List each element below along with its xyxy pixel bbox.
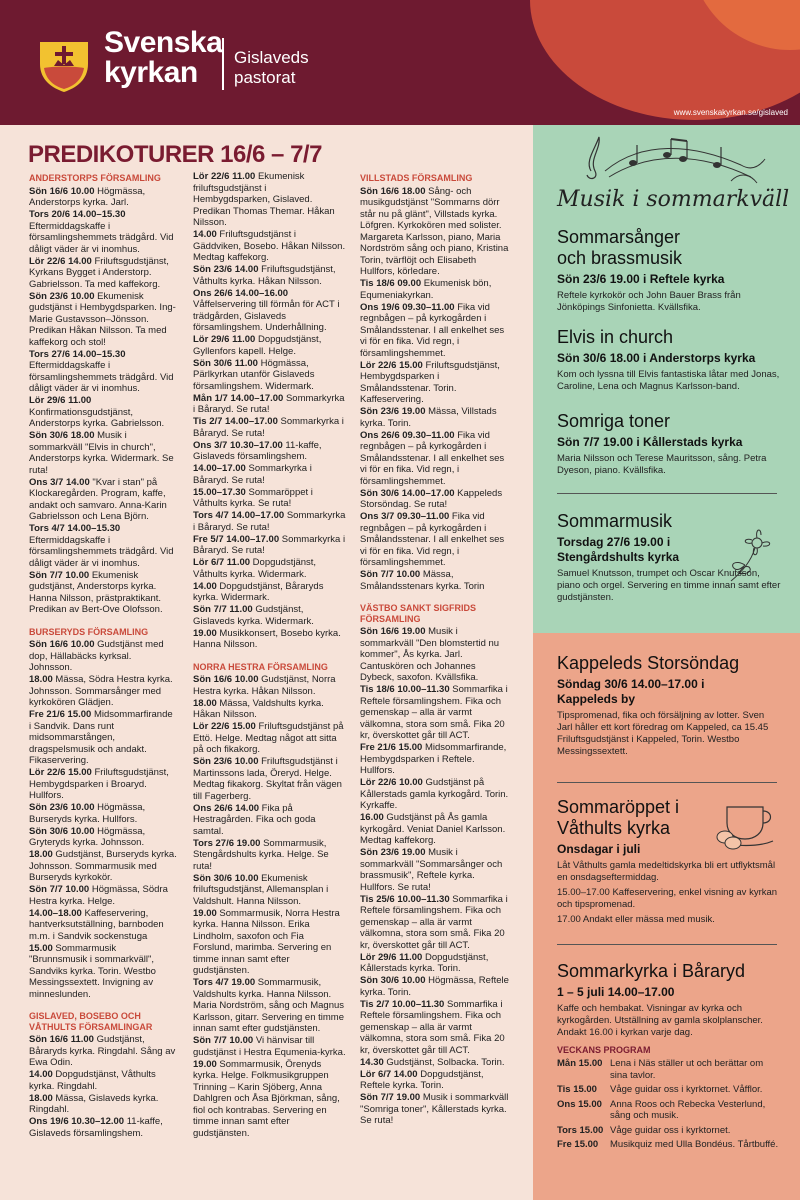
entry-text: Sommarfika i Reftele församlingshem. Fika och gemenskap – alla är varmt välkomna, stora som små. Fika 20 kr, överskottet går till ACT. [360, 893, 508, 951]
event-description: Samuel Knutsson, trumpet och Oscar Knutsson, piano och orgel. Servering en timme innan samt efter gudstjänsten. [557, 568, 781, 603]
entry-time: Sön 16/6 10.00 [193, 674, 259, 685]
program-text: Musikquiz med Ulla Bondéus. Tårtbuffé. [610, 1139, 779, 1150]
schedule-entry [360, 684, 512, 742]
schedule-column [193, 171, 346, 1140]
entry-time: Ons 3/7 09.30–11.00 [360, 511, 450, 522]
entry-text: Mässa, Södra Hestra kyrka. Johnsson. Sommarsånger med kyrkokören Glädjen. [29, 674, 173, 708]
entry-time: Sön 16/6 11.00 [29, 1034, 94, 1045]
divider [557, 782, 777, 783]
entry-time: Tors 4/7 14.00–17.00 [193, 510, 285, 521]
entry-time: Sön 30/6 10.00 [193, 872, 259, 884]
entry-text: Musik i sommarkväll "Den blomstertid nu kommer", Ås kyrka. Jarl. Cantuskören och Johannes Dybeck, saxofon. Kvällsfika. [360, 626, 500, 683]
entry-text: Mässa, Valdshults kyrka. Håkan Nilsson. [193, 697, 324, 720]
entry-text: Gudstjänst, Burseryds kyrka. Johnsson. Sommarmusik med Burseryds kyrkokör. [29, 849, 177, 883]
schedule-entry [29, 826, 177, 849]
event-time: Onsdagar i juli [557, 842, 641, 856]
entry-time: Sön 30/6 10.00 [360, 975, 426, 986]
entry-time: Tors 27/6 19.00 [193, 837, 261, 849]
entry-time: Sön 30/6 14.00–17.00 [360, 487, 455, 499]
entry-text: Sommarkyrka i Båraryd. Se ruta! [193, 392, 345, 415]
schedule-entry [193, 721, 346, 756]
schedule-entry [193, 838, 346, 873]
entry-time: Fre 21/6 15.00 [29, 709, 92, 720]
entry-time: 14.00 [193, 580, 217, 592]
event-box [557, 797, 781, 926]
schedule-entry [193, 674, 346, 697]
entry-time: Lör 22/6 10.00 [360, 777, 423, 788]
music-panel-title: Musik i sommarkväll [557, 187, 790, 212]
schedule-entry [29, 430, 177, 476]
schedule-entry [29, 256, 177, 291]
entry-time: 18.00 [29, 849, 53, 860]
entry-text: Dopgudstjänst, Våthults kyrka. Ringdahl. [29, 1069, 156, 1092]
entry-time: Lör 22/6 15.00 [193, 721, 256, 732]
entry-time: Sön 30/6 10.00 [29, 825, 95, 837]
schedule-entry [29, 674, 177, 709]
entry-time: 18.00 [29, 1092, 53, 1104]
entry-time: Sön 16/6 10.00 [29, 185, 95, 197]
entry-text: Sommarkyrka i Båraryd. Se ruta! [193, 533, 346, 556]
schedule-entry [29, 395, 177, 430]
event-title: Sommarsånger och brassmusik [557, 227, 683, 268]
entry-text: Högmässa, Burserydѕ kyrka. Hullfors. [29, 802, 146, 825]
entry-time: Ons 26/6 09.30–11.00 [360, 429, 455, 441]
entry-time: Lör 29/6 11.00 [360, 951, 423, 963]
program-time: Mån 15.00 [557, 1058, 603, 1069]
schedule-entry [360, 812, 512, 847]
brand-line: Svenska [104, 26, 223, 59]
entry-text: Musikkonsert, Bosebo kyrka. Hanna Nilsson. [193, 627, 341, 650]
event-time: Torsdag 27/6 19.00 i Stengårdshults kyrka [557, 535, 680, 564]
entry-time: Sön 16/6 19.00 [360, 626, 426, 637]
schedule-entry [360, 186, 512, 278]
event-title: Sommarmusik [557, 511, 673, 531]
entry-time: 18.00 [29, 674, 53, 685]
entry-time: Fre 21/6 15.00 [360, 742, 423, 753]
schedule-entry [29, 209, 177, 255]
schedule-entry [193, 171, 346, 229]
entry-text: Gudstjänst med dop, Hällabäcks kyrksal. Johnsson. [29, 639, 164, 673]
schedule-entry [193, 334, 346, 357]
entry-time: Tis 18/6 09.00 [360, 278, 422, 289]
entry-text: Sommarmusik, Valdshults kyrka. Hanna Nilsson. Maria Nordström, sång och Magnus Karlsson, gitarr. Servering en timme innan samt efter gudstjänsten. [193, 977, 345, 1034]
parish-heading: BURSERYDS FÖRSAMLING [29, 626, 149, 637]
event-box [557, 227, 781, 314]
event-time: Söndag 30/6 14.00–17.00 i Kappeleds by [557, 677, 705, 706]
event-title: Sommarkyrka i Båraryd [557, 961, 746, 981]
entry-time: Ons 3/7 14.00 [29, 476, 90, 488]
entry-text: Sång- och musikgudstjänst "Sommarns dörr står nu på glänt", Villstads kyrka. Löfgren. Kyrkokören med solister. Margareta Karlsson, piano, Maria Nordström sång och piano, Kristina Torin, tvärflöjt och Elisabeth Hullfors, körledare. [360, 185, 509, 277]
program-time: Tors 15.00 [557, 1124, 604, 1136]
entry-text: Högmässa, Södra Hestra kyrka. Helge. [29, 884, 168, 907]
entry-text: Ekumenisk bön, Equmeniakyrkan. [360, 278, 492, 301]
page-title: PREDIKOTURER 16/6 – 7/7 [28, 141, 322, 168]
entry-time: 18.00 [193, 697, 217, 709]
entry-time: Tis 2/7 10.00–11.30 [360, 998, 445, 1010]
entry-text: Ekumenisk friluftsgudstjänst, Allemansplan i Valdshult. Hanna Nilsson. [193, 872, 329, 907]
parish-heading: GISLAVED, BOSEBO OCH VÅTHULTS FÖRSAMLINGAR [29, 1011, 153, 1032]
entry-time: Sön 16/6 10.00 [29, 639, 95, 650]
program-time: Fre 15.00 [557, 1139, 599, 1150]
entry-text: Dopgudstjänst, Kållerstads kyrka. Torin. [360, 951, 489, 974]
schedule-entry [193, 1035, 346, 1058]
entry-text: Högmässa, Reftele kyrka. Torin. [360, 975, 509, 998]
entry-time: 16.00 [360, 812, 384, 823]
entry-time: Sön 7/7 10.00 [360, 569, 421, 580]
entry-text: Sommarmusik, Örenyds kyrka. Helge. Folkmusikgruppen Trinning – Karin Sjöberg, Anna Dahlgren och Åsa Björkman, sång, fiol och kontrabas. Servering en timme innan samt efter gudstjänsten. [193, 1058, 340, 1139]
entry-time: Tis 25/6 10.00–11.30 [360, 893, 450, 905]
event-description: Låt Våthults gamla medeltidskyrka bli ert utflyktsmål en onsdagseftermiddag. [557, 860, 776, 883]
entry-text: Fika vid regnbågen – på kyrkogården i Smålandsstenar. I all enkelhet ses vi för en fika. Vid regn, i församlingshemmet. [360, 511, 505, 568]
event-box [557, 327, 781, 393]
entry-text: Fika vid regnbågen – på kyrkogården i Smålandsstenar. I all enkelhet ses vi för en fika. Vid regn, i församlingshemmet. [360, 301, 505, 359]
entry-text: Ekumenisk gudstjänst, Anderstorps kyrka. Hanna Nilsson, prästpraktikant. Predikan av Bert-Ove Olofsson. [29, 569, 163, 615]
event-description: Kom och lyssna till Elvis fantastiska låtar med Jonas, Caroline, Lena och Magnus Karlsson-band. [557, 369, 780, 392]
entry-time: Lör 22/6 11.00 [193, 171, 256, 182]
entry-text: Fika på Hestragården. Fika och goda samtal. [193, 802, 316, 837]
schedule-entry [360, 742, 512, 777]
event-title: Kappeleds Storsöndag [557, 653, 740, 673]
entry-time: Tors 4/7 19.00 [193, 977, 256, 988]
divider [557, 493, 777, 494]
parish-heading: ANDERSTORPS FÖRSAMLING [29, 173, 161, 183]
entry-time: 19.00 [193, 1058, 217, 1070]
entry-text: Kappeleds Storsöndag. Se ruta! [360, 487, 503, 510]
entry-time: Sön 23/6 10.00 [29, 290, 95, 302]
entry-text: Mässa, Villstads kyrka. Torin. [360, 406, 497, 429]
brand-line: kyrkan [104, 56, 198, 89]
schedule-entry [360, 360, 512, 406]
entry-text: Högmässa, Gryteryds kyrka. Johnsson. [29, 825, 146, 848]
schedule-entry [29, 523, 177, 569]
entry-text: Högmässa, Pärlkyrkan utanför Gislaveds församlingshem. Widermark. [193, 357, 315, 392]
entry-text: Konfirmationsgudstjänst, Anderstorps kyrka. Gabrielsson. [29, 406, 165, 429]
schedule-column [29, 173, 177, 1140]
events-panel [533, 633, 800, 1200]
program-row [557, 1099, 781, 1122]
parish-heading: NORRA HESTRA FÖRSAMLING [193, 661, 328, 672]
entry-text: Gudstjänst, Norra Hestra kyrka. Håkan Nilsson. [193, 674, 336, 697]
parish-heading: VÄSTBO SANKT SIGFRIDS FÖRSAMLING [360, 603, 477, 624]
entry-text: 11-kaffe, Gislaveds församlingshem. [29, 1116, 163, 1139]
schedule-entry [193, 628, 346, 651]
schedule-entry [29, 639, 177, 674]
event-box [557, 511, 781, 604]
entry-time: Sön 23/6 19.00 [360, 847, 426, 858]
entry-time: Tis 18/6 10.00–11.30 [360, 684, 450, 695]
music-panel [533, 125, 800, 633]
program-row [557, 1084, 781, 1096]
schedule-entry [29, 849, 177, 884]
schedule-entry [360, 894, 512, 952]
entry-time: Lör 6/7 14.00 [360, 1068, 418, 1080]
schedule-entry [29, 1116, 177, 1139]
schedule-entry [29, 1034, 177, 1069]
schedule-entry [360, 511, 512, 569]
schedule-entry [193, 487, 346, 510]
entry-text: Gudstjänst på Ås gamla kyrkogård. Veniat Daniel Karlsson. Medtag kaffekorg. [360, 812, 506, 846]
event-box [557, 653, 781, 758]
event-description: Tipspromenad, fika och försäljning av lotter. Sven Jarl håller ett kort föredrag om Kappeled, ca 15.45 Friluftsgudstjänst i Kappeled, Torin. Westbo Messingssextett. [557, 710, 769, 757]
schedule-entry [29, 767, 177, 802]
entry-text: Eftermiddagskaffe i församlingshemmets trädgård. Vid dåligt väder är vi inomhus. [29, 534, 174, 569]
entry-text: Våffelservering till förmån för ACT i trädgården, Gislaveds församlingshem. Underhållning. [193, 299, 340, 333]
entry-text: Friluftsgudstjänst, Kyrkans Bygget i Anderstorp. Gabrielsson. Ta med kaffekorg. [29, 255, 169, 290]
schedule-entry [193, 229, 346, 264]
entry-time: Ons 19/6 10.30–12.00 [29, 1116, 125, 1127]
entry-time: Fre 5/7 14.00–17.00 [193, 533, 280, 545]
entry-time: 19.00 [193, 627, 217, 639]
program-row [557, 1125, 781, 1137]
entry-text: Gudstjänst på Kållerstads gamla kyrkogård. Torin. Kyrkaffe. [360, 777, 509, 811]
entry-text: Högmässa, Anderstorps kyrka. Jarl. [29, 185, 146, 208]
entry-text: Friluftsgudstjänst, Hembygdsparken i Smålandsstenar. Torin. Kaffeservering. [360, 359, 500, 405]
entry-text: Mässa, Gislaveds kyrka. Ringdahl. [29, 1092, 159, 1115]
program-text: Lena i Näs ställer ut och berättar om sina tavlor. [610, 1058, 764, 1081]
entry-text: Sommarfika i Reftele församlingshem. Fika och gemenskap – alla är varmt välkomna, stora som små. Fika 20 kr, överskottet går till ACT. [360, 684, 508, 741]
event-description: Maria Nilsson och Terese Mauritsson, sång. Petra Dyeson, piano. Kvällsfika. [557, 453, 767, 476]
schedule-entry [193, 581, 346, 604]
schedule-entry [29, 477, 177, 523]
event-description: 15.00–17.00 Kaffeservering, enkel visning av kyrkan och tipspromenad. [557, 887, 778, 910]
entry-time: Tis 2/7 14.00–17.00 [193, 416, 278, 427]
entry-time: Ons 3/7 10.30–17.00 [193, 439, 283, 451]
schedule-entry [193, 463, 346, 486]
entry-time: Ons 26/6 14.00 [193, 802, 260, 814]
schedule-entry [193, 908, 346, 977]
program-row [557, 1139, 781, 1151]
entry-text: 11-kaffe, Gislaveds församlingshem. [193, 439, 322, 462]
entry-time: Mån 1/7 14.00–17.00 [193, 392, 284, 404]
event-title: Sommaröppet i Våthults kyrka [557, 797, 680, 838]
schedule-entry [193, 977, 346, 1035]
entry-text: Sommaröppet i Våthults kyrka. Se ruta! [193, 486, 313, 509]
schedule-entry [29, 291, 177, 349]
entry-time: Sön 7/7 10.00 [193, 1035, 254, 1046]
schedule-entry [193, 604, 346, 627]
church-crest-icon [36, 38, 92, 94]
program-time: Tis 15.00 [557, 1084, 597, 1095]
entry-text: Sommarmusik "Brunnsmusik i sommarkväll", Sandviks kyrka. Torin. Westbo Messingssextett. Invigning av minneslunden. [29, 942, 156, 1000]
entry-time: Sön 23/6 10.00 [193, 756, 259, 767]
entry-text: Sommarfika i Reftele församlingshem. Fika och gemenskap – alla är varmt välkomna, stora som små. Fika 20 kr, överskottet går till ACT. [360, 998, 505, 1056]
entry-text: Sommarkyrka i Båraryd. Se ruta! [193, 510, 346, 533]
entry-text: Dopgudstjänst, Våthults kyrka. Widermark. [193, 557, 317, 580]
schedule-entry [29, 349, 177, 395]
website-link[interactable]: www.svenskakyrkan.se/gislaved [673, 108, 788, 117]
schedule-entry [360, 1092, 512, 1127]
entry-time: Tors 4/7 14.00–15.30 [29, 523, 121, 534]
divider [557, 944, 777, 945]
entry-text: Musik i sommarkväll "Somriga toner", Kållerstads kyrka. Se ruta! [360, 1092, 509, 1126]
brand-name [104, 28, 222, 88]
schedule-entry [193, 288, 346, 334]
pastorat-line: pastorat [234, 68, 296, 87]
entry-text: Sommarmusik, Norra Hestra kyrka. Hanna Nilsson. Erika Lindholm, saxofon och Fia Forslund, marimba. Servering en timme innan samt efter gudstjänsten. [193, 907, 340, 976]
schedule-entry [360, 975, 512, 998]
entry-text: Musik i sommarkväll "Sommarsånger och brassmusik", Reftele kyrka. Hullfors. Se ruta! [360, 847, 503, 893]
entry-text: Friluftsgudstjänst, Hembygdsparken i Broaryd. Hullfors. [29, 767, 169, 801]
schedule-entry [360, 847, 512, 893]
event-time: Sön 30/6 18.00 i Anderstorps kyrka [557, 351, 756, 365]
event-box [557, 961, 781, 1151]
entry-text: Friluftsgudstjänst på Ettö. Helge. Medtag något att sitta på och fikakorg. [193, 721, 344, 755]
program-row [557, 1058, 781, 1081]
entry-time: Lör 22/6 15.00 [360, 359, 423, 371]
entry-text: Kaffeservering, hantverksutställning, barnboden m.m. i Sandvik sockenstuga [29, 907, 164, 942]
schedule-entry [193, 873, 346, 908]
entry-text: Dopgudstjänst, Båraryds kyrka. Widermark. [193, 580, 324, 603]
entry-time: Lör 22/6 14.00 [29, 255, 92, 267]
entry-text: Friluftsgudstjänst i Gäddviken, Bosebo. Håkan Nilsson. Medtag kaffekorg. [193, 229, 346, 263]
entry-time: Lör 29/6 11.00 [193, 334, 256, 345]
schedule-entry [360, 777, 512, 812]
entry-text: Gudstjänst, Båraryds kyrka. Ringdahl. Sång av Ewa Odin. [29, 1034, 176, 1068]
schedule-entry [360, 626, 512, 684]
event-time: Sön 23/6 19.00 i Reftele kyrka [557, 272, 725, 286]
schedule-entry [360, 1057, 512, 1069]
entry-text: Musik i sommarkväll "Elvis in church", Anderstorps kyrka. Widermark. Se ruta! [29, 430, 174, 476]
schedule-entry [360, 569, 512, 592]
entry-text: Ekumenisk friluftsgudstjänst i Hembygdsparken, Gislaved. Predikan Thomas Themar. Håkan Nilsson. [193, 171, 335, 228]
event-description: Reftele kyrkokör och John Bauer Brass från Jönköpings Sinfonietta. Kvällsfika. [557, 290, 741, 313]
schedule-entry [193, 393, 346, 416]
schedule-section [0, 125, 533, 1200]
schedule-entry [29, 186, 177, 209]
event-time: 1 – 5 juli 14.00–17.00 [557, 985, 675, 999]
entry-time: Sön 7/7 11.00 [193, 604, 253, 615]
entry-text: Sommarmusik, Stengårdshults kyrka. Helge. Se ruta! [193, 837, 329, 872]
event-description: Kaffe och hembakat. Visningar av kyrka och kyrkogården. Utställning av gamla skolplanscher. Andakt 16.00 i kyrkan varje dag. [557, 1003, 763, 1038]
entry-text: Ekumenisk gudstjänst i Hembygdsparken. Ing-Marie Gustavsson–Jönsson. Predikan Håkan Nilsson. Ta med kaffekorg och stol! [29, 290, 176, 348]
schedule-entry [29, 1093, 177, 1116]
entry-text: Friluftsgudstjänst, Våthults kyrka. Håkan Nilsson. [193, 264, 336, 287]
schedule-entry [360, 488, 512, 511]
schedule-entry [29, 802, 177, 825]
entry-text: Vi hänvisar till gudstjänst i Hestra Equmenia-kyrka. [193, 1035, 346, 1058]
schedule-entry [193, 557, 346, 580]
schedule-column [360, 173, 512, 1127]
schedule-entry [29, 1069, 177, 1092]
entry-text: Midsommarfirande, Hembygdsparken i Reftele. Hullfors. [360, 742, 507, 776]
schedule-entry [193, 510, 346, 533]
schedule-entry [193, 416, 346, 439]
entry-time: Lör 6/7 11.00 [193, 557, 251, 568]
entry-time: Sön 30/6 18.00 [29, 430, 95, 441]
entry-time: 19.00 [193, 907, 217, 919]
schedule-entry [360, 302, 512, 360]
parish-heading: VILLSTADS FÖRSAMLING [360, 173, 473, 183]
entry-time: Sön 30/6 11.00 [193, 357, 258, 369]
program-text: Våge guidar oss i kyrktornet. Våfflor. [610, 1084, 763, 1095]
entry-time: Ons 26/6 14.00–16.00 [193, 287, 289, 299]
program-heading: VECKANS PROGRAM [557, 1045, 651, 1055]
entry-text: Midsommarfirande i Sandvik. Dans runt midsommarstången, dragspelsmusik och andakt. Fikaservering. [29, 709, 173, 766]
entry-time: Ons 19/6 09.30–11.00 [360, 301, 455, 313]
schedule-entry [193, 1059, 346, 1140]
schedule-entry [29, 908, 177, 943]
entry-time: 14.00 [29, 1069, 53, 1080]
entry-time: Sön 23/6 10.00 [29, 802, 95, 813]
entry-text: Eftermiddagskaffe i församlingshemmets trädgård. Vid dåligt väder är vi inomhus. [29, 220, 174, 255]
entry-time: 14.00–17.00 [193, 463, 246, 474]
program-time: Ons 15.00 [557, 1098, 602, 1110]
schedule-entry [29, 884, 177, 907]
entry-time: Sön 7/7 10.00 [29, 569, 90, 581]
entry-time: Lör 22/6 15.00 [29, 767, 92, 778]
schedule-entry [193, 803, 346, 838]
event-title: Elvis in church [557, 327, 674, 347]
entry-text: Fika vid regnbågen – på kyrkogården i Smålandsstenar. I all enkelhet ses vi för en fika. Vid regn, i församlingshemmet. [360, 429, 505, 487]
entry-time: Sön 7/7 19.00 [360, 1092, 421, 1103]
schedule-entry [193, 756, 346, 802]
entry-text: Friluftsgudstjänst i Martinssons lada, Öreryd. Helge. Medtag fikakorg. Skyltat från vägen till Fagerberg. [193, 756, 342, 802]
event-box [557, 411, 781, 477]
entry-text: Sommarkyrka i Båraryd. Se ruta! [193, 463, 312, 486]
entry-time: 14.00 [193, 229, 217, 240]
entry-text: Mässa, Smålandsstenars kyrka. Torin [360, 569, 485, 592]
entry-time: 15.00 [29, 942, 53, 954]
event-title: Somriga toner [557, 411, 671, 431]
schedule-entry [360, 406, 512, 429]
entry-time: Sön 7/7 10.00 [29, 884, 90, 895]
schedule-entry [193, 534, 346, 557]
entry-text: Eftermiddagskaffe i församlingshemmets trädgård. Vid dåligt väder är vi inomhus. [29, 360, 174, 394]
entry-text: Dopgudstjänst, Gyllenfors kapell. Helge. [193, 334, 322, 357]
entry-time: 15.00–17.30 [193, 486, 246, 498]
entry-text: Gudstjänst, Gislaveds kyrka. Widermark. [193, 604, 314, 627]
schedule-entry [360, 999, 512, 1057]
schedule-entry [193, 264, 346, 287]
entry-time: Tors 27/6 14.00–15.30 [29, 348, 126, 360]
schedule-entry [193, 358, 346, 393]
schedule-entry [29, 709, 177, 767]
program-text: Våge guidar oss i kyrktornet. [610, 1124, 731, 1136]
entry-text: Sommarkyrka i Båraryd. Se ruta! [193, 416, 344, 439]
schedule-entry [29, 570, 177, 616]
header [0, 0, 800, 125]
event-description: 17.00 Andakt eller mässa med musik. [557, 914, 715, 925]
schedule-entry [193, 698, 346, 721]
entry-time: Sön 23/6 19.00 [360, 406, 426, 417]
schedule-entry [29, 943, 177, 1001]
pastorat-name [234, 48, 309, 88]
schedule-entry [360, 430, 512, 488]
sidebar [533, 125, 800, 1200]
entry-time: Tors 20/6 14.00–15.30 [29, 209, 126, 220]
entry-text: "Kvar i stan" på Klockaregården. Program, kaffe, andakt och samvaro. Anna-Karin Gabrielsson och Lena Björn. [29, 476, 167, 522]
entry-time: 14.30 [360, 1056, 384, 1068]
entry-time: Sön 16/6 18.00 [360, 185, 426, 197]
entry-time: Lör 29/6 11.00 [29, 395, 92, 406]
schedule-entry [193, 440, 346, 463]
program-text: Anna Roos och Rebecka Vesterlund, sång och musik. [610, 1098, 766, 1121]
entry-time: 14.00–18.00 [29, 907, 82, 919]
schedule-entry [360, 952, 512, 975]
schedule-entry [360, 278, 512, 301]
divider [222, 38, 224, 90]
pastorat-line: Gislaveds [234, 48, 309, 67]
program-list [557, 1058, 781, 1151]
entry-text: Gudstjänst, Solbacka. Torin. [383, 1056, 505, 1068]
entry-text: Dopgudstjänst, Reftele kyrka. Torin. [360, 1068, 484, 1091]
entry-time: Sön 23/6 14.00 [193, 264, 259, 275]
event-time: Sön 7/7 19.00 i Kållerstads kyrka [557, 435, 743, 449]
music-notes-icon [581, 131, 771, 191]
schedule-entry [360, 1069, 512, 1092]
